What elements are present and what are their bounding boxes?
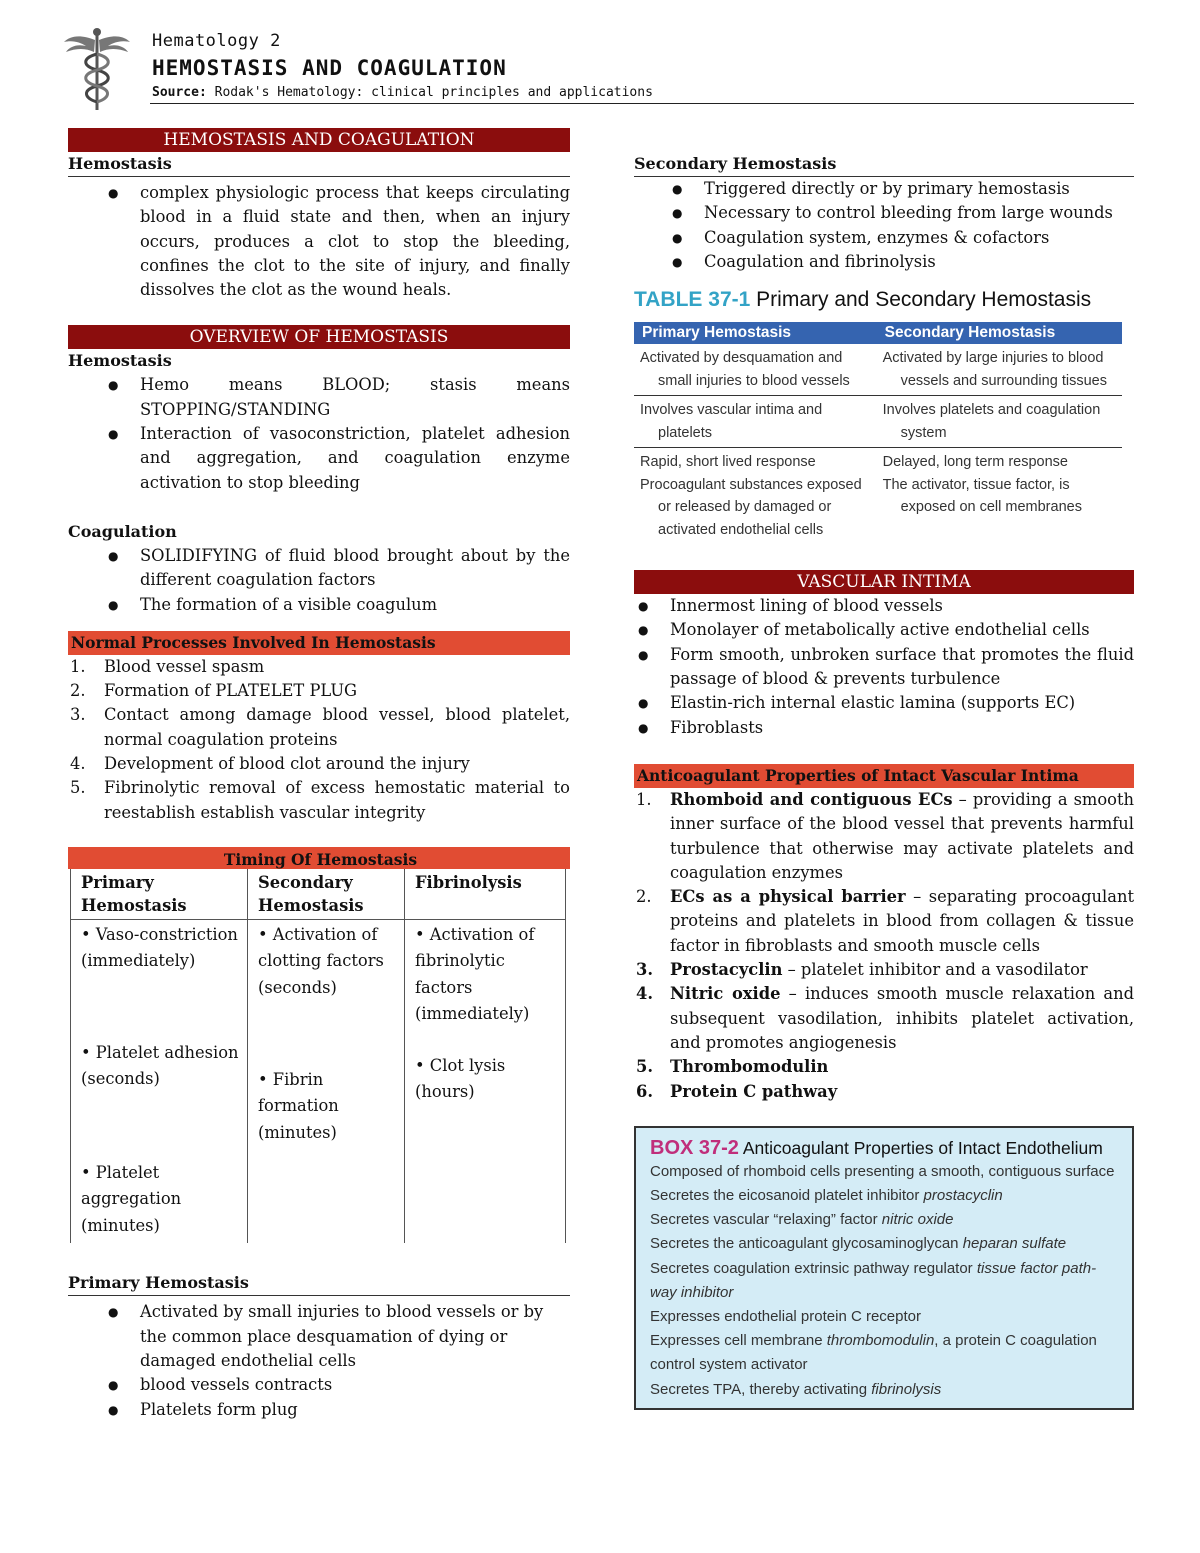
list-item: ● Fibroblasts bbox=[634, 716, 1134, 740]
list-item: ● Activated by small injuries to blood vessels or by the common place desquamation of dying or damaged endothelial cells bbox=[68, 1300, 570, 1373]
table-cell: Delayed, long term response The activator, tissue factor, is exposed on cell membranes bbox=[882, 454, 1082, 516]
box-title-text: Anticoagulant Properties of Intact Endothelium bbox=[742, 1137, 1103, 1158]
section-bar-overview: OVERVIEW OF HEMOSTASIS bbox=[68, 325, 570, 349]
list-item: ● Form smooth, unbroken surface that promotes the fluid passage of blood & prevents turbulence bbox=[634, 643, 1134, 692]
table-cell: • Vaso-constriction (immediately) • Platelet adhesion (seconds) • Platelet aggregation (minutes) bbox=[71, 919, 248, 1243]
subheading-hemostasis-2: Hemostasis bbox=[68, 351, 172, 371]
subheading-hemostasis: Hemostasis bbox=[68, 152, 570, 177]
table-row bbox=[634, 448, 1122, 545]
table-row bbox=[71, 919, 566, 1243]
list-item: ● Coagulation system, enzymes & cofactors bbox=[634, 226, 1134, 250]
list-item: ● Triggered directly or by primary hemostasis bbox=[634, 177, 1134, 201]
list-item: Composed of rhomboid cells presenting a smooth, contiguous surface bbox=[650, 1162, 1115, 1180]
box-list bbox=[650, 1160, 1120, 1402]
table-header-row bbox=[634, 322, 1122, 344]
anticoagulant-list bbox=[634, 788, 1134, 1104]
list-item: Secretes the anticoagulant glycosaminoglycan heparan sulfate bbox=[650, 1235, 1067, 1253]
list-item: 3. Contact among damage blood vessel, blood platelet, normal coagulation proteins bbox=[70, 705, 570, 749]
table-cell: Activated by large injuries to blood vessels and surrounding tissues bbox=[877, 344, 1122, 396]
table-37-1-title bbox=[634, 288, 1134, 312]
list-item: ● Elastin-rich internal elastic lamina (supports EC) bbox=[634, 691, 1134, 715]
list-item: Secretes vascular “relaxing” factor nitric oxide bbox=[650, 1211, 954, 1229]
overview-list bbox=[68, 373, 570, 494]
list-item: ● Platelets form plug bbox=[68, 1398, 570, 1422]
table-cell: Involves vascular intima and platelets bbox=[634, 396, 877, 448]
list-item: Secretes TPA, thereby activating fibrinolysis bbox=[650, 1380, 942, 1398]
source-label: Source: bbox=[152, 85, 207, 100]
list-item: ● complex physiologic process that keeps circulating blood in a fluid state and then, when an injury occurs, produces a clot to stop the bleeding, confines the clot to the site of injury, and finally dissolves the clot as the wound heals. bbox=[68, 181, 570, 302]
list-item: 1. Rhomboid and contiguous ECs – providing a smooth inner surface of the blood vessel that prevents harmful turbulence that otherwise may activate platelets and coagulation enzymes bbox=[636, 789, 1134, 882]
list-item: ● Innermost lining of blood vessels bbox=[634, 594, 1134, 618]
header-subtitle: Hematology 2 bbox=[152, 31, 281, 51]
subheading-coagulation: Coagulation bbox=[68, 521, 177, 541]
table-label: TABLE 37-1 bbox=[634, 288, 751, 312]
vascular-intima-list bbox=[634, 594, 1134, 740]
list-item: ● blood vessels contracts bbox=[68, 1373, 570, 1397]
table-header-row bbox=[71, 869, 566, 920]
list-item: 3. Prostacyclin – platelet inhibitor and a vasodilator bbox=[636, 960, 1088, 980]
list-item: ● The formation of a visible coagulum bbox=[68, 593, 570, 617]
list-item: 6. Protein C pathway bbox=[636, 1081, 838, 1101]
timing-table bbox=[70, 869, 566, 1244]
left-column bbox=[68, 128, 570, 1422]
list-item: 2. Formation of PLATELET PLUG bbox=[70, 681, 358, 701]
normal-processes-list bbox=[68, 655, 570, 825]
table-cell: Rapid, short lived response Procoagulant substances exposed or released by damaged or activated endothelial cells bbox=[640, 454, 862, 538]
section-bar-vascular-intima: VASCULAR INTIMA bbox=[634, 570, 1134, 594]
table-row bbox=[634, 396, 1122, 448]
subheading-secondary-hemostasis: Secondary Hemostasis bbox=[634, 152, 1134, 177]
list-item: ● SOLIDIFYING of fluid blood brought about by the different coagulation factors bbox=[68, 544, 570, 593]
section-bar-timing: Timing Of Hemostasis bbox=[68, 847, 570, 869]
right-column bbox=[634, 152, 1134, 1410]
list-item: 2. ECs as a physical barrier – separating procoagulant proteins and platelets in blood from collagen & tissue factor in fibroblasts and smooth muscle cells bbox=[636, 887, 1134, 955]
section-bar-anticoagulant: Anticoagulant Properties of Intact Vascular Intima bbox=[634, 764, 1134, 788]
table-row bbox=[634, 344, 1122, 396]
coagulation-list bbox=[68, 544, 570, 617]
box-37-2 bbox=[634, 1126, 1134, 1410]
caduceus-icon bbox=[62, 26, 132, 112]
list-item: Expresses endothelial protein C receptor bbox=[650, 1308, 921, 1326]
table-header-cell: Fibrinolysis bbox=[405, 869, 566, 920]
table-header-cell: Secondary Hemostasis bbox=[877, 322, 1122, 344]
list-item: ● Monolayer of metabolically active endothelial cells bbox=[634, 618, 1134, 642]
list-item: ● Interaction of vasoconstriction, platelet adhesion and aggregation, and coagulation enzyme activation to stop bleeding bbox=[68, 422, 570, 495]
list-item: ● Coagulation and fibrinolysis bbox=[634, 250, 1134, 274]
list-item: 5. Fibrinolytic removal of excess hemostatic material to reestablish establish vascular integrity bbox=[70, 778, 570, 822]
primary-hemostasis-list bbox=[68, 1300, 570, 1421]
table-37-1 bbox=[634, 322, 1122, 544]
hemostasis-list bbox=[68, 181, 570, 302]
section-bar-normal-processes: Normal Processes Involved In Hemostasis bbox=[68, 631, 570, 655]
table-cell: • Activation of fibrinolytic factors (immediately) • Clot lysis (hours) bbox=[405, 919, 566, 1243]
list-item: Secretes coagulation extrinsic pathway regulator tissue factor path-way inhibitor bbox=[650, 1259, 1097, 1301]
table-cell: • Activation of clotting factors (seconds) • Fibrin formation (minutes) bbox=[248, 919, 405, 1243]
list-item: Expresses cell membrane thrombomodulin, a protein C coagulation control system activator bbox=[650, 1332, 1097, 1374]
list-item: Secretes the eicosanoid platelet inhibitor prostacyclin bbox=[650, 1187, 1003, 1205]
page-title: HEMOSTASIS AND COAGULATION bbox=[152, 56, 507, 80]
table-cell: Activated by desquamation and small injuries to blood vessels bbox=[634, 344, 877, 396]
box-label: BOX 37-2 bbox=[650, 1136, 739, 1159]
header-source bbox=[152, 85, 653, 100]
list-item: 4. Nitric oxide – induces smooth muscle relaxation and subsequent vasodilation, inhibits platelet activation, and promotes angiogenesis bbox=[636, 984, 1134, 1052]
list-item: 5. Thrombomodulin bbox=[636, 1057, 829, 1077]
table-cell: Involves platelets and coagulation system bbox=[877, 396, 1122, 448]
source-text: Rodak's Hematology: clinical principles and applications bbox=[206, 85, 653, 100]
table-header-cell: Primary Hemostasis bbox=[634, 322, 877, 344]
list-item: 1. Blood vessel spasm bbox=[70, 656, 265, 676]
list-item: ● Hemo means BLOOD; stasis means STOPPING/STANDING bbox=[68, 373, 570, 422]
subheading-primary-hemostasis: Primary Hemostasis bbox=[68, 1271, 570, 1296]
table-header-cell: Secondary Hemostasis bbox=[248, 869, 405, 920]
table-header-cell: Primary Hemostasis bbox=[71, 869, 248, 920]
list-item: ● Necessary to control bleeding from large wounds bbox=[634, 201, 1134, 225]
section-bar-hemostasis-coagulation: HEMOSTASIS AND COAGULATION bbox=[68, 128, 570, 152]
list-item: 4. Development of blood clot around the injury bbox=[70, 754, 470, 774]
table-title: Primary and Secondary Hemostasis bbox=[756, 288, 1092, 312]
header-divider bbox=[150, 103, 1134, 104]
box-title bbox=[650, 1136, 1120, 1160]
secondary-hemostasis-list bbox=[634, 177, 1134, 274]
